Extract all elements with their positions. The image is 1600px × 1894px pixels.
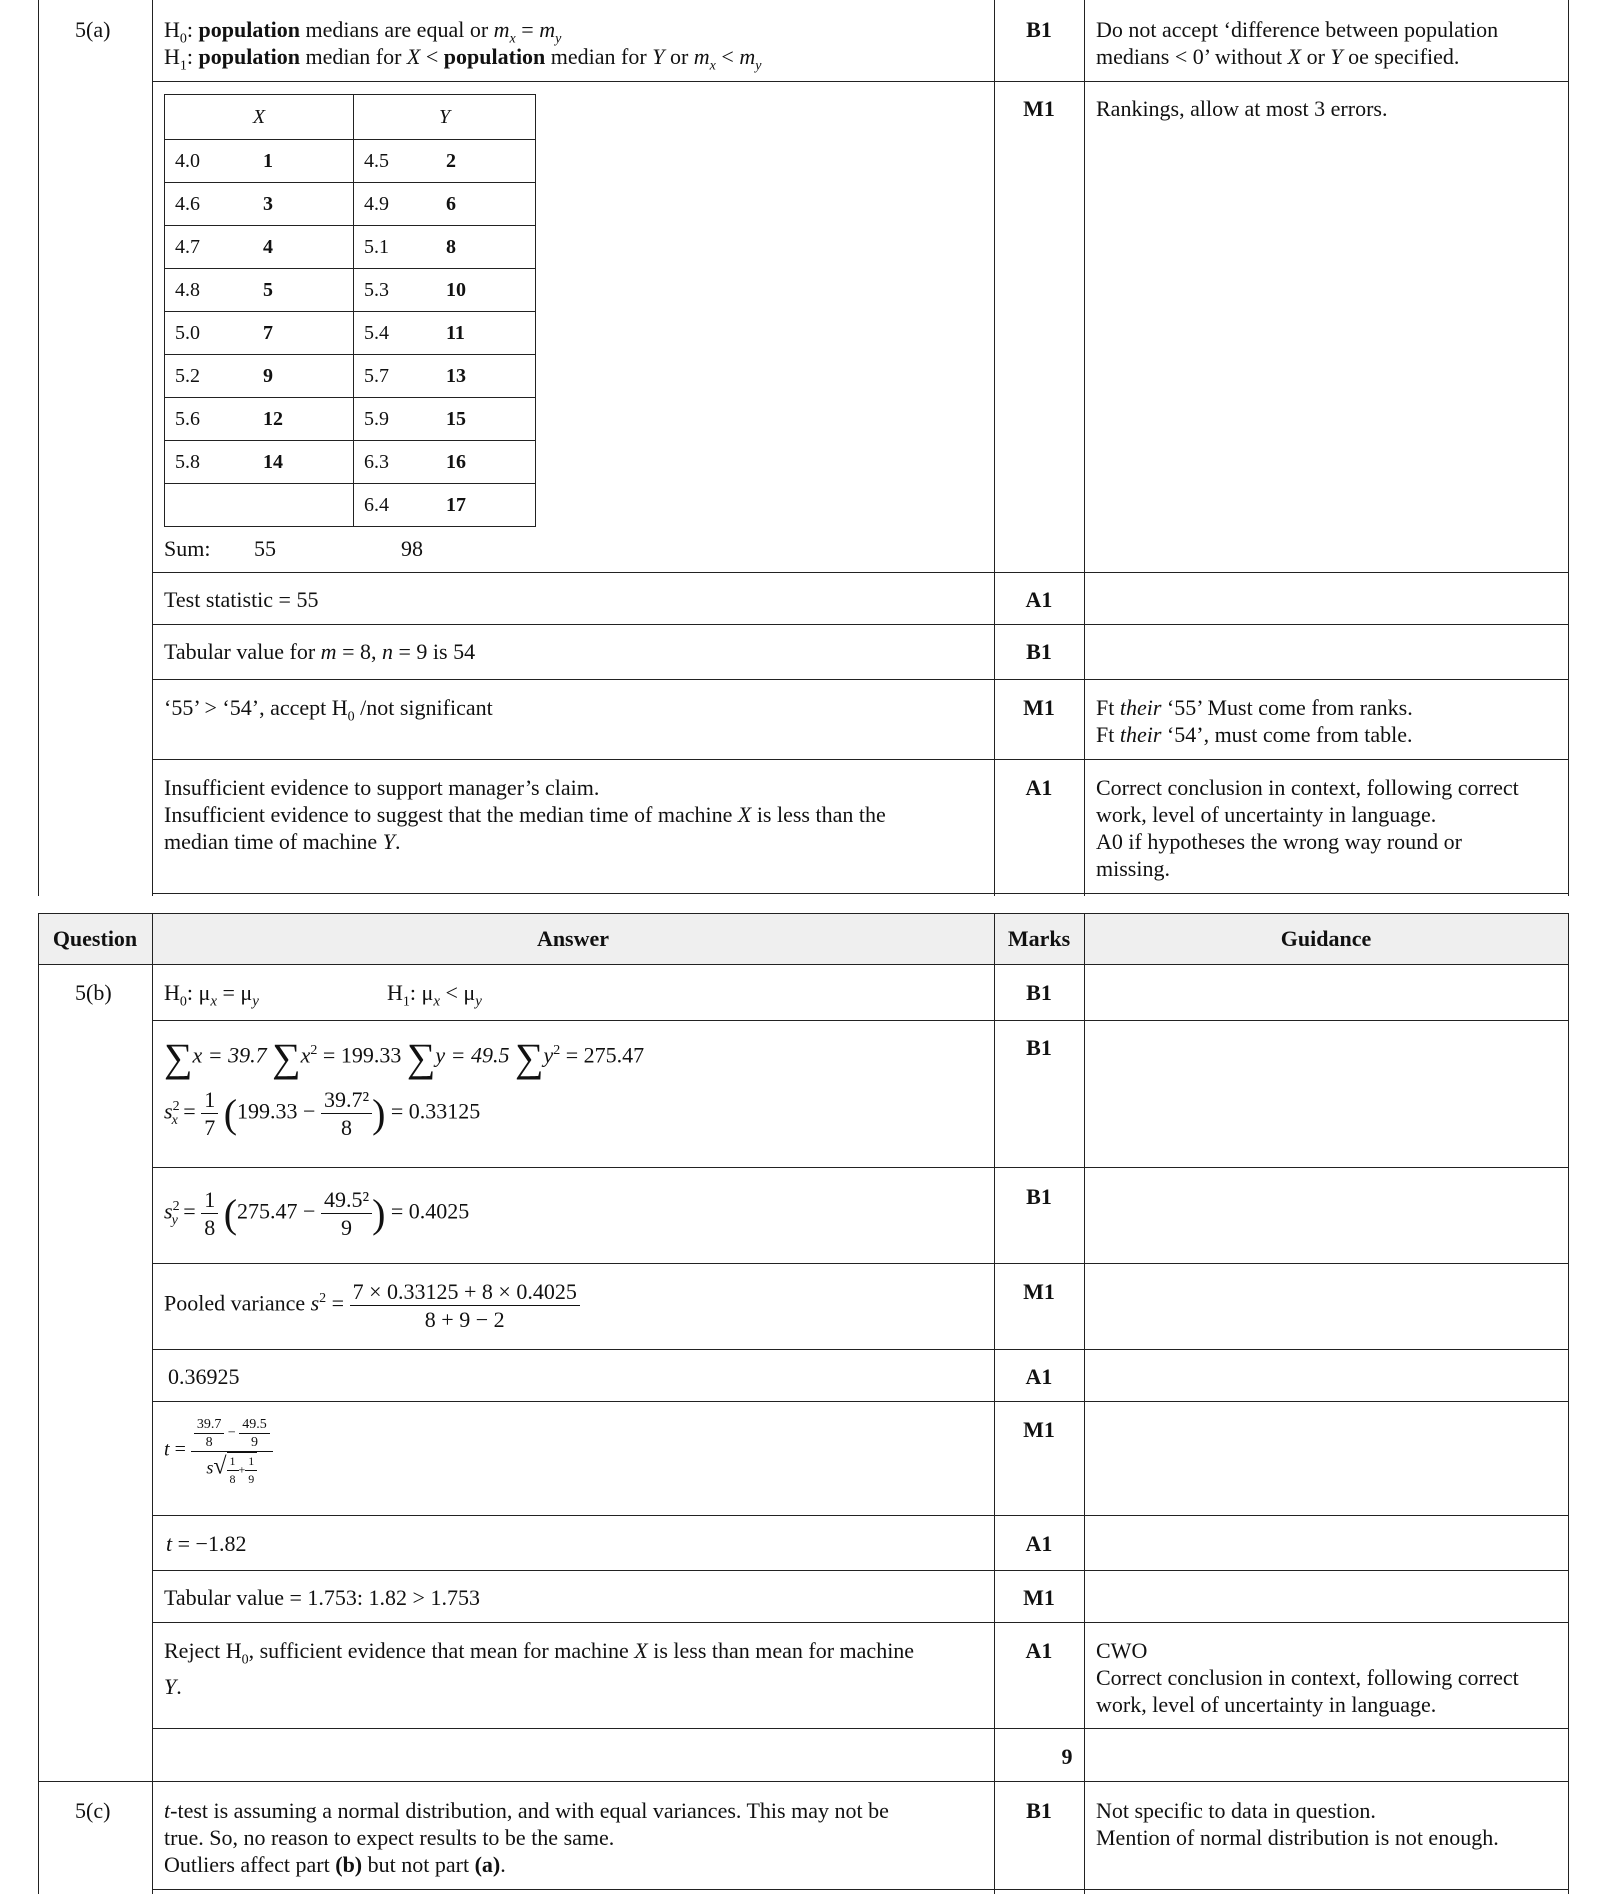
guidance: Do not accept ‘difference between population medians < 0’ without X or Y oe specified. [1096, 17, 1499, 69]
x-rank: 9 [233, 355, 354, 398]
mark: M1 [1023, 96, 1055, 121]
mark: A1 [1025, 775, 1053, 800]
x-rank: 4 [233, 226, 354, 269]
part-c-answer: t-test is assuming a normal distribution, and with equal variances. This may not be true. So, no reason to expect results to be the same. Outliers affect part (b) but not part (a). [164, 1798, 889, 1877]
x-rank: 14 [233, 441, 354, 484]
x-value [165, 484, 234, 527]
x-rank [233, 484, 354, 527]
y-value: 6.3 [354, 441, 423, 484]
y-rank: 13 [422, 355, 536, 398]
pooled-variance-value: 0.36925 [168, 1364, 240, 1389]
mark: A1 [1025, 1364, 1053, 1389]
guidance: CWO Correct conclusion in context, following correct work, level of uncertainty in language. [1096, 1638, 1519, 1717]
y-value: 5.3 [354, 269, 423, 312]
header-question: Question [52, 926, 138, 951]
grid-line [152, 759, 1568, 760]
hypothesis-h0: $H_0$: $\mu_x = \mu_y$ [164, 980, 259, 1010]
header-marks: Marks [1007, 926, 1071, 951]
y-value: 4.5 [354, 140, 423, 183]
conclusion: Insufficient evidence to support manager’s claim. Insufficient evidence to suggest that the median time of machine X is less than the median time of machine Y. [164, 775, 886, 854]
y-value: 4.9 [354, 183, 423, 226]
x-value: 4.0 [165, 140, 234, 183]
mark: M1 [1023, 1585, 1055, 1610]
table-row [165, 183, 536, 226]
y-rank: 17 [422, 484, 536, 527]
sum-y: 98 [401, 536, 423, 561]
y-rank: 11 [422, 312, 536, 355]
x-value: 5.6 [165, 398, 234, 441]
grid-line [152, 913, 153, 1894]
grid-line [152, 1020, 1568, 1021]
x-rank: 5 [233, 269, 354, 312]
column-header-x: X [165, 95, 354, 140]
x-rank: 3 [233, 183, 354, 226]
grid-line [1568, 0, 1569, 896]
grid-line [152, 1728, 1568, 1729]
grid-line [152, 1167, 1568, 1168]
guidance: Ft their ‘55’ Must come from ranks. Ft their ‘54’, must come from table. [1096, 695, 1413, 747]
x-rank: 12 [233, 398, 354, 441]
x-value: 4.8 [165, 269, 234, 312]
grid-line [38, 1781, 1568, 1782]
grid-line [152, 572, 1568, 573]
grid-line [994, 0, 995, 896]
x-value: 5.8 [165, 441, 234, 484]
x-value: 4.7 [165, 226, 234, 269]
summary-sums: ∑x = 39.7 $\sum x^2 = 199.33$ ∑y = 49.5 $\sum y^2 = 275.47$ [164, 1034, 645, 1080]
comparison: ‘55’ > ‘54’, accept $H_0$ /not significant [164, 695, 493, 725]
mark: M1 [1023, 1279, 1055, 1304]
table-row [165, 441, 536, 484]
sample-variance-y: $s^2_y$ = $\frac{1}{8}$ (275.47 − $\frac{\text{49.5²}}{9}$ ) = 0.4025 [164, 1187, 470, 1240]
guidance: Not specific to data in question. Mention of normal distribution is not enough. [1096, 1798, 1499, 1850]
t-value: t = −1.82 [166, 1531, 247, 1556]
grid-line [38, 0, 39, 896]
grid-line [1568, 913, 1569, 1894]
y-rank: 8 [422, 226, 536, 269]
x-rank: 7 [233, 312, 354, 355]
pooled-variance: Pooled variance $s^2$ = $\frac{7 \times 0.33125 + 8 \times 0.4025}{8 + 9 - 2}$ [164, 1278, 580, 1333]
sum-label: Sum: [164, 536, 211, 561]
sample-variance-x: $s^2_x$ = $\frac{1}{7}$ (199.33 − $\frac{\text{39.7²}}{8}$ ) = 0.33125 [164, 1087, 481, 1140]
mark: B1 [1026, 980, 1052, 1005]
rank-table [164, 94, 536, 527]
table-row [165, 140, 536, 183]
guidance: Correct conclusion in context, following correct work, level of uncertainty in language. A0 if hypotheses the wrong way round or missing. [1096, 775, 1519, 881]
hypothesis-h1: $H_1$: population median for X < population median for Y or $m_x < m_y$ [164, 44, 762, 74]
grid-line [38, 913, 39, 1894]
grid-line [152, 1570, 1568, 1571]
y-value: 5.9 [354, 398, 423, 441]
table-row [165, 269, 536, 312]
y-value: 5.4 [354, 312, 423, 355]
x-rank: 1 [233, 140, 354, 183]
test-statistic: Test statistic = 55 [164, 587, 319, 612]
table-row [165, 312, 536, 355]
y-rank: 2 [422, 140, 536, 183]
grid-line [152, 1622, 1568, 1623]
header-guidance: Guidance [1280, 926, 1372, 951]
mark: A1 [1025, 1638, 1053, 1663]
question-number: 5(c) [75, 1798, 111, 1823]
tabular-value: Tabular value for m = 8, n = 9 is 54 [164, 639, 476, 664]
mark: B1 [1026, 17, 1052, 42]
header-answer: Answer [536, 926, 610, 951]
y-rank: 6 [422, 183, 536, 226]
grid-line [38, 964, 1568, 965]
hypothesis-h0: $H_0$: population medians are equal or $m_x = m_y$ [164, 17, 562, 47]
mark: M1 [1023, 1417, 1055, 1442]
grid-line [152, 679, 1568, 680]
grid-line [152, 893, 1568, 894]
question-number: 5(a) [75, 17, 111, 42]
column-header-y: Y [354, 95, 536, 140]
tabular-comparison: Tabular value = 1.753: 1.82 > 1.753 [164, 1585, 480, 1610]
reject-conclusion: Reject $H_0$, sufficient evidence that mean for machine X is less than mean for machine Y. [164, 1638, 915, 1700]
mark: M1 [1023, 695, 1055, 720]
grid-line [152, 624, 1568, 625]
x-value: 5.2 [165, 355, 234, 398]
mark: A1 [1025, 587, 1053, 612]
y-value: 5.1 [354, 226, 423, 269]
grid-line [152, 1401, 1568, 1402]
total-marks: 9 [1061, 1744, 1073, 1769]
hypothesis-h1: $H_1$: $\mu_x < \mu_y$ [387, 980, 482, 1010]
y-value: 5.7 [354, 355, 423, 398]
grid-line [152, 1263, 1568, 1264]
table-row [165, 398, 536, 441]
grid-line [152, 1889, 1568, 1890]
grid-line [152, 81, 1568, 82]
table-row [165, 226, 536, 269]
grid-line [1084, 0, 1085, 896]
sum-x: 55 [254, 536, 276, 561]
guidance: Rankings, allow at most 3 errors. [1096, 96, 1388, 121]
grid-line [38, 913, 1568, 914]
t-formula: t = $\frac{39.7}{8}$ − $\frac{49.5}{9}$ s√ $\frac{1}{8}$ + $\frac{1}{9}$ [164, 1416, 273, 1488]
table-row [165, 484, 536, 527]
question-number: 5(b) [75, 980, 112, 1005]
table-row [165, 355, 536, 398]
grid-line [152, 1349, 1568, 1350]
mark: B1 [1026, 1184, 1052, 1209]
y-rank: 16 [422, 441, 536, 484]
y-rank: 15 [422, 398, 536, 441]
mark: B1 [1026, 639, 1052, 664]
mark: B1 [1026, 1798, 1052, 1823]
x-value: 5.0 [165, 312, 234, 355]
y-rank: 10 [422, 269, 536, 312]
x-value: 4.6 [165, 183, 234, 226]
grid-line [152, 1515, 1568, 1516]
mark: A1 [1025, 1531, 1053, 1556]
mark: B1 [1026, 1035, 1052, 1060]
grid-line [152, 0, 153, 896]
y-value: 6.4 [354, 484, 423, 527]
